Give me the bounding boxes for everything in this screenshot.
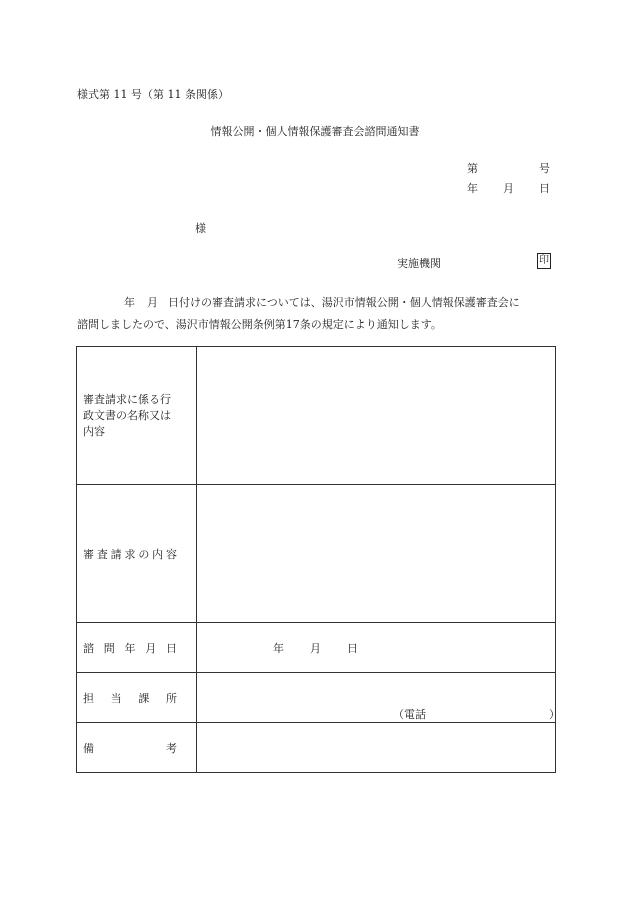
form-number: 様式第 11 号（第 11 条関係） [77,88,229,101]
body-line2: 諮問しましたので、湯沢市情報公開条例第17条の規定により通知します。 [77,318,442,331]
consult-year: 年 [273,641,284,655]
phone-open: （電話 [393,708,426,721]
row-consultation-date [77,623,556,673]
number-prefix: 第 [467,162,478,175]
body-year: 年 [124,296,135,309]
phone-close: ） [549,708,560,721]
field-request-content[interactable] [197,485,556,623]
row-request-content [77,485,556,623]
number-suffix: 号 [539,162,550,175]
date-day: 日 [539,182,550,195]
field-department[interactable] [197,673,560,723]
body-line1: 日付けの審査請求については、湯沢市情報公開・個人情報保護審査会に [168,296,520,309]
addressee-suffix: 様 [195,222,206,235]
notice-body [77,292,552,336]
seal-stamp-box: 印 [537,253,551,269]
document-title: 情報公開・個人情報保護審査会諮問通知書 [210,125,420,138]
row-remarks [77,723,556,773]
date-year: 年 [467,182,478,195]
document-number-line [467,160,550,176]
label-document-name: 審査請求に係る行政文書の名称又は内容 [77,347,197,485]
label-department: 担 当 課 所 [77,673,197,723]
consult-month: 月 [310,641,321,655]
field-remarks[interactable] [197,723,556,773]
field-document-name[interactable] [197,347,556,485]
row-department [77,673,556,723]
field-consultation-date[interactable] [197,623,556,673]
label-remarks: 備 考 [77,723,197,773]
body-month: 月 [147,296,158,309]
label-request-content: 審 査 請 求 の 内 容 [77,485,197,623]
row-document-name [77,347,556,485]
consult-day: 日 [347,641,358,655]
agency-label: 実施機関 [397,257,441,270]
form-table [76,346,560,773]
label-consultation-date: 諮 問 年 月 日 [77,623,197,673]
date-month: 月 [503,182,514,195]
document-date-line [467,180,550,196]
